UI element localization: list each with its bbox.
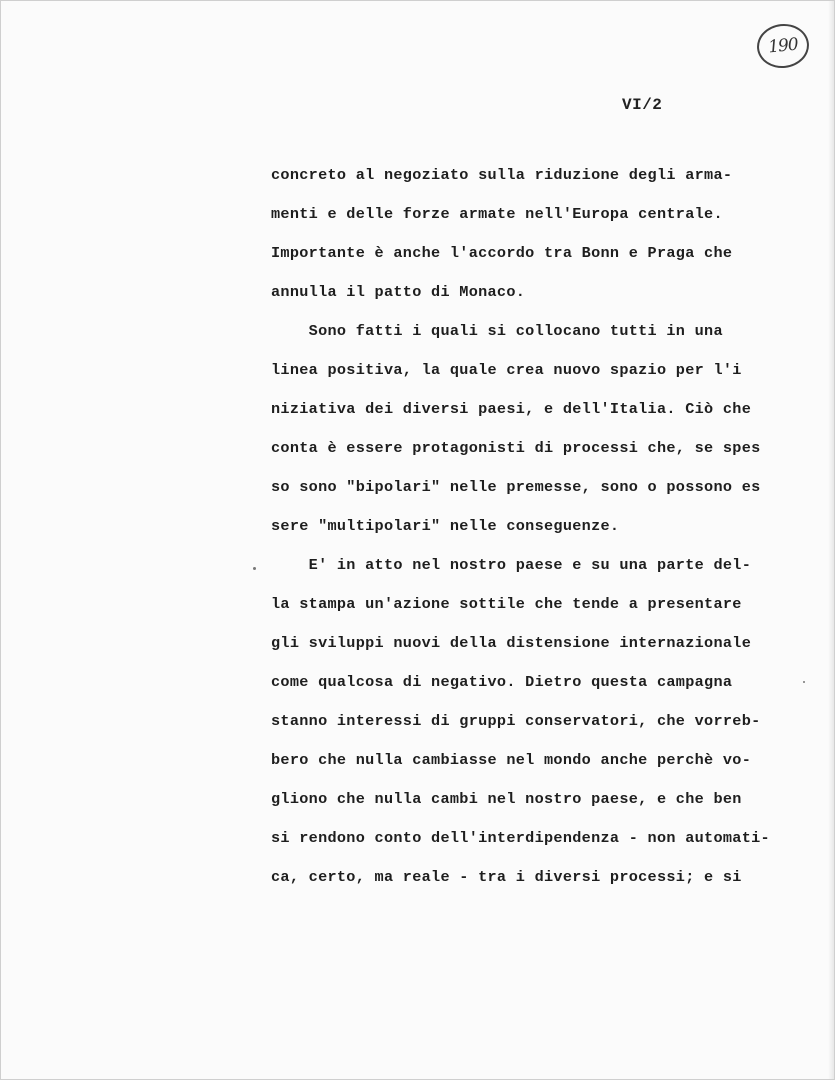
text-line: sere "multipolari" nelle conseguenze.: [271, 517, 620, 535]
text-line: Sono fatti i quali si collocano tutti in una: [271, 322, 723, 340]
text-line: concreto al negoziato sulla riduzione degli arma-: [271, 166, 733, 184]
text-line: la stampa un'azione sottile che tende a presentare: [271, 595, 742, 613]
stamp-number: 190: [767, 34, 799, 58]
text-line: menti e delle forze armate nell'Europa centrale.: [271, 205, 723, 223]
text-line: gliono che nulla cambi nel nostro paese, e che ben: [271, 790, 742, 808]
text-line: annulla il patto di Monaco.: [271, 283, 526, 301]
paper-speck: [253, 567, 256, 570]
text-line: E' in atto nel nostro paese e su una parte del-: [271, 556, 752, 574]
text-line: ca, certo, ma reale - tra i diversi processi; e si: [271, 868, 742, 886]
text-line: stanno interessi di gruppi conservatori, che vorreb-: [271, 712, 761, 730]
text-line: niziativa dei diversi paesi, e dell'Italia. Ciò che: [271, 400, 752, 418]
text-line: si rendono conto dell'interdipendenza - non automati-: [271, 829, 770, 847]
text-line: come qualcosa di negativo. Dietro questa campagna: [271, 673, 733, 691]
text-line: Importante è anche l'accordo tra Bonn e Praga che: [271, 244, 733, 262]
page-reference: VI/2: [622, 96, 663, 114]
text-line: bero che nulla cambiasse nel mondo anche perchè vo-: [271, 751, 752, 769]
text-line: so sono "bipolari" nelle premesse, sono o possono es: [271, 478, 761, 496]
text-line: linea positiva, la quale crea nuovo spazio per l'i: [271, 361, 742, 379]
page-edge-shadow: [828, 1, 834, 1079]
text-line: gli sviluppi nuovi della distensione internazionale: [271, 634, 752, 652]
paper-speck: [803, 681, 805, 683]
text-line: conta è essere protagonisti di processi che, se spes: [271, 439, 761, 457]
page-number-stamp: [755, 21, 811, 70]
